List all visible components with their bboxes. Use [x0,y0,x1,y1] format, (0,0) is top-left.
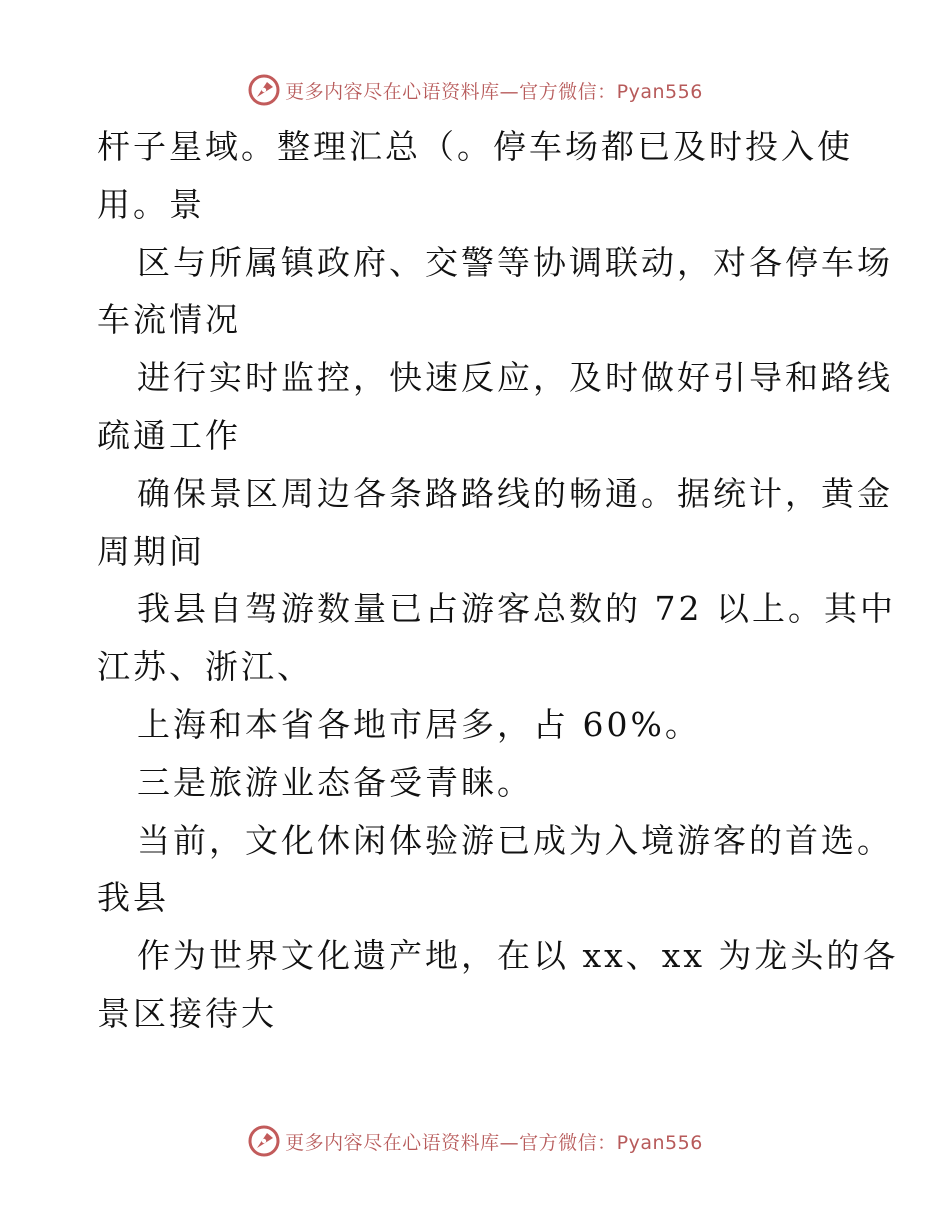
footer-watermark-text: 更多内容尽在心语资料库—官方微信：Pyan556 [285,1131,703,1154]
pen-nib-circle-logo-icon [247,1124,281,1158]
text-line: 作为世界文化遗产地，在以 xx、xx 为龙头的各 [137,936,899,976]
text-line: 进行实时监控，快速反应，及时做好引导和路线 [137,358,893,398]
text-line: 车流情况 [97,300,241,340]
text-line: 周期间 [97,531,205,571]
text-line: 用。景 [97,184,205,224]
text-line: 三是旅游业态备受青睐。 [137,762,533,802]
text-line: 确保景区周边各条路路线的畅通。据统计，黄金 [137,473,893,513]
text-line: 我县自驾游数量已占游客总数的 72 以上。其中 [137,589,896,629]
text-line: 景区接待大 [97,993,277,1033]
text-line: 疏通工作 [97,415,241,455]
text-line: 区与所属镇政府、交警等协调联动，对各停车场 [137,242,893,282]
text-line: 江苏、浙江、 [97,647,313,687]
footer-watermark [0,1121,950,1161]
pen-nib-circle-logo-icon [247,73,281,107]
text-line: 杆子星域。整理汇总（。停车场都已及时投入使 [97,127,853,166]
document-body [97,118,899,1043]
header-watermark-text: 更多内容尽在心语资料库—官方微信：Pyan556 [285,80,703,103]
text-line: 我县 [97,878,169,918]
text-line: 上海和本省各地市居多，占 60%。 [137,704,701,744]
text-line: 当前，文化休闲体验游已成为入境游客的首选。 [137,820,893,860]
header-watermark [0,70,950,110]
